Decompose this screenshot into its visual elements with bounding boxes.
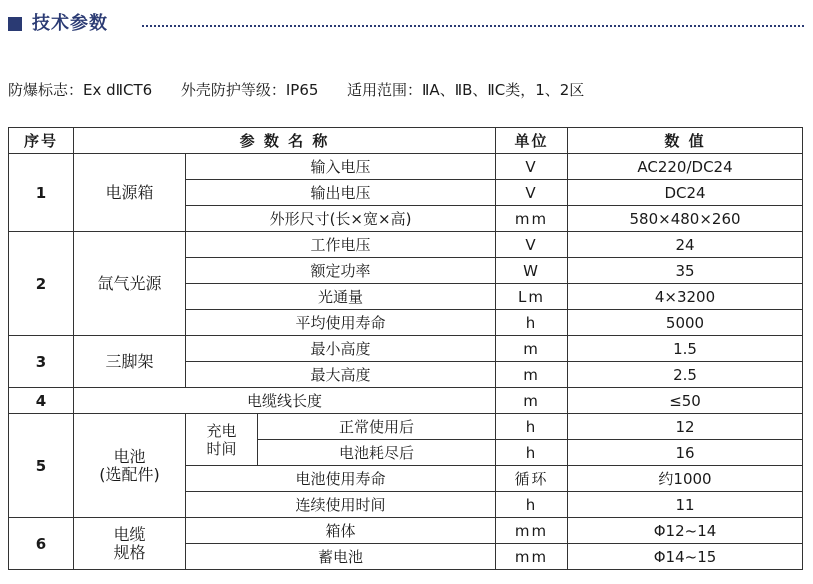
param-name: 最小高度 xyxy=(186,336,496,362)
row-index: 4 xyxy=(9,388,74,414)
group-name-line1: 电缆 xyxy=(113,524,146,544)
header-value: 数 值 xyxy=(568,128,803,154)
table-row xyxy=(9,518,803,544)
param-value: 16 xyxy=(568,440,803,466)
table-header-row xyxy=(9,128,803,154)
param-unit: h xyxy=(496,440,568,466)
header-square-icon xyxy=(8,17,22,31)
param-name: 电缆线长度 xyxy=(74,388,496,414)
param-value: 12 xyxy=(568,414,803,440)
section-header xyxy=(8,12,808,38)
param-unit: V xyxy=(496,154,568,180)
param-unit: W xyxy=(496,258,568,284)
param-value: 4×3200 xyxy=(568,284,803,310)
param-name: 最大高度 xyxy=(186,362,496,388)
table-row xyxy=(9,232,803,258)
param-name: 电池使用寿命 xyxy=(186,466,496,492)
param-name: 额定功率 xyxy=(186,258,496,284)
row-index: 6 xyxy=(9,518,74,570)
subgroup-name-line1: 充电 xyxy=(206,421,237,440)
spec-table xyxy=(8,127,803,570)
param-value: 24 xyxy=(568,232,803,258)
table-row xyxy=(9,414,803,440)
param-unit: h xyxy=(496,310,568,336)
param-unit: h xyxy=(496,492,568,518)
table-row xyxy=(9,388,803,414)
subgroup-name-line2: 时间 xyxy=(206,439,237,458)
param-value: Φ12~14 xyxy=(568,518,803,544)
param-unit: V xyxy=(496,232,568,258)
param-value: 5000 xyxy=(568,310,803,336)
header-param: 参 数 名 称 xyxy=(74,128,496,154)
param-name: 连续使用时间 xyxy=(186,492,496,518)
param-unit: mm xyxy=(496,544,568,570)
subgroup-name xyxy=(186,414,258,466)
param-value: Φ14~15 xyxy=(568,544,803,570)
param-value: 35 xyxy=(568,258,803,284)
group-name-line2: (选配件) xyxy=(99,464,160,484)
param-unit: Lm xyxy=(496,284,568,310)
param-name: 平均使用寿命 xyxy=(186,310,496,336)
spec-line xyxy=(8,80,584,100)
param-unit: mm xyxy=(496,206,568,232)
param-name: 蓄电池 xyxy=(186,544,496,570)
param-unit: m xyxy=(496,362,568,388)
housing-label: 外壳防护等级： xyxy=(180,81,286,99)
group-name-line1: 电池 xyxy=(113,446,146,466)
group-name: 氙气光源 xyxy=(74,232,186,336)
header-index: 序号 xyxy=(9,128,74,154)
explosion-value: Ex dⅡCT6 xyxy=(83,81,153,99)
table-row xyxy=(9,336,803,362)
header-unit: 单位 xyxy=(496,128,568,154)
param-name: 电池耗尽后 xyxy=(258,440,496,466)
row-index: 5 xyxy=(9,414,74,518)
param-name: 光通量 xyxy=(186,284,496,310)
param-unit: h xyxy=(496,414,568,440)
param-name: 箱体 xyxy=(186,518,496,544)
section-title: 技术参数 xyxy=(32,13,108,34)
param-value: 1.5 xyxy=(568,336,803,362)
param-value: 11 xyxy=(568,492,803,518)
dotted-divider xyxy=(142,25,804,27)
row-index: 2 xyxy=(9,232,74,336)
param-value: 580×480×260 xyxy=(568,206,803,232)
param-value: 约1000 xyxy=(568,466,803,492)
group-name xyxy=(74,518,186,570)
param-unit: V xyxy=(496,180,568,206)
group-name: 三脚架 xyxy=(74,336,186,388)
param-name: 正常使用后 xyxy=(258,414,496,440)
param-name: 工作电压 xyxy=(186,232,496,258)
housing-value: IP65 xyxy=(285,81,319,99)
param-value: 2.5 xyxy=(568,362,803,388)
group-name xyxy=(74,414,186,518)
param-value: ≤50 xyxy=(568,388,803,414)
group-name: 电源箱 xyxy=(74,154,186,232)
row-index: 1 xyxy=(9,154,74,232)
explosion-label: 防爆标志： xyxy=(8,81,84,99)
param-name: 输出电压 xyxy=(186,180,496,206)
row-index: 3 xyxy=(9,336,74,388)
param-unit: 循环 xyxy=(496,466,568,492)
scope-label: 适用范围： xyxy=(347,81,423,99)
param-unit: m xyxy=(496,336,568,362)
param-unit: mm xyxy=(496,518,568,544)
param-value: DC24 xyxy=(568,180,803,206)
param-name: 外形尺寸(长×宽×高) xyxy=(186,206,496,232)
group-name-line2: 规格 xyxy=(113,542,146,562)
param-name: 输入电压 xyxy=(186,154,496,180)
table-row xyxy=(9,154,803,180)
scope-value: ⅡA、ⅡB、ⅡC类，1、2区 xyxy=(422,81,585,99)
param-value: AC220/DC24 xyxy=(568,154,803,180)
param-unit: m xyxy=(496,388,568,414)
